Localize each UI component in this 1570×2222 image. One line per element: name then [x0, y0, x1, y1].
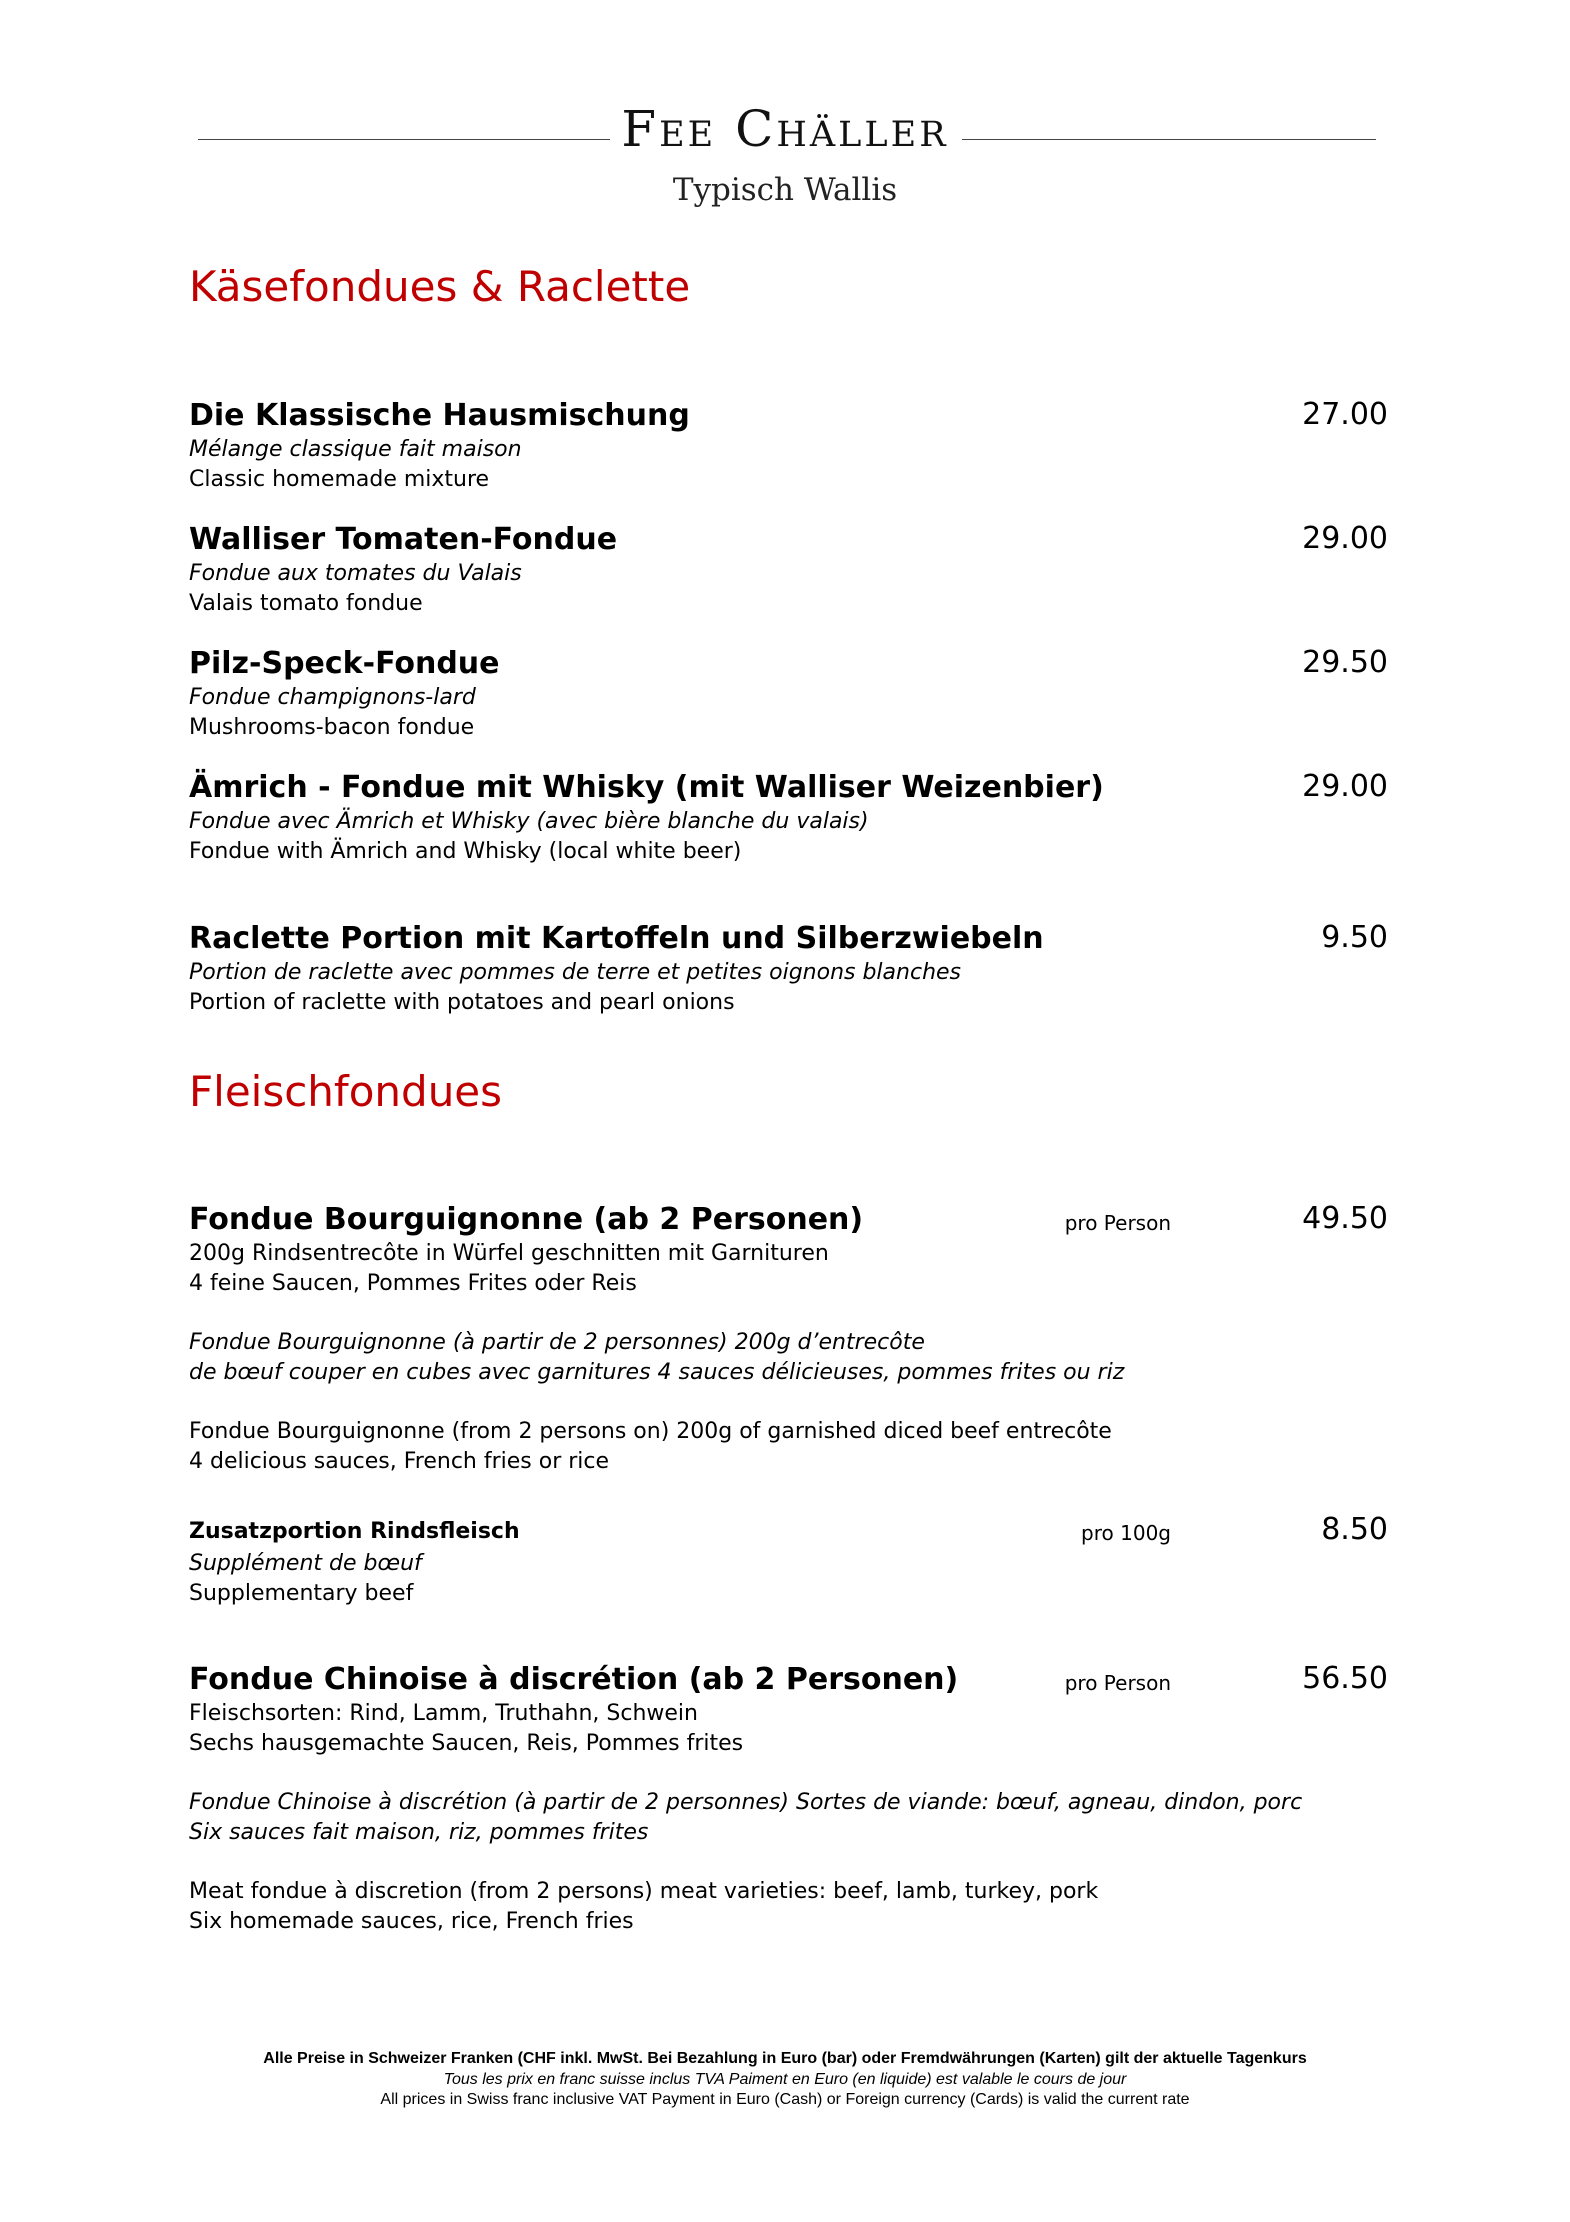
brand-tagline: Typisch Wallis — [672, 172, 898, 208]
menu-item — [189, 920, 1389, 1018]
menu-item — [189, 769, 1389, 867]
item-name: Walliser Tomaten-Fondue — [189, 522, 618, 557]
item-desc-en: Six homemade sauces, rice, French fries — [189, 1909, 634, 1934]
item-name: Pilz-Speck-Fondue — [189, 646, 500, 681]
section-title-cheese: Käsefondues & Raclette — [189, 262, 691, 311]
menu-item — [189, 645, 1389, 743]
footer-note-en: All prices in Swiss franc inclusive VAT Payment in Euro (Cash) or Foreign currency (Cards) is valid the current rate — [380, 2091, 1190, 2108]
item-desc-en: Meat fondue à discretion (from 2 persons) meat varieties: beef, lamb, turkey, pork — [189, 1879, 1099, 1904]
item-price: 29.00 — [1302, 521, 1388, 556]
item-price: 49.50 — [1302, 1201, 1388, 1236]
footer-note-de: Alle Preise in Schweizer Franken (CHF inkl. MwSt. Bei Bezahlung in Euro (bar) oder Fremdwährungen (Karten) gilt der aktuelle Tagenkurs — [263, 2050, 1307, 2067]
item-unit: pro Person — [1064, 1671, 1171, 1695]
item-name-en: Portion of raclette with potatoes and pearl onions — [189, 990, 735, 1015]
item-price: 8.50 — [1321, 1512, 1388, 1547]
item-name: Ämrich - Fondue mit Whisky (mit Walliser Weizenbier) — [189, 770, 1104, 805]
item-name: Fondue Bourguignonne (ab 2 Personen) — [189, 1202, 864, 1237]
item-name: Fondue Chinoise à discrétion (ab 2 Personen) — [189, 1662, 959, 1697]
item-desc-de: 200g Rindsentrecôte in Würfel geschnitten mit Garnituren — [189, 1241, 829, 1266]
item-desc-de: Fleischsorten: Rind, Lamm, Truthahn, Schwein — [189, 1701, 698, 1726]
item-name: Raclette Portion mit Kartoffeln und Silberzwiebeln — [189, 921, 1044, 956]
item-name: Zusatzportion Rindsfleisch — [189, 1519, 520, 1544]
item-name-fr: Fondue champignons-lard — [189, 685, 476, 710]
item-unit: pro Person — [1064, 1211, 1171, 1235]
item-name-en: Supplementary beef — [189, 1581, 414, 1606]
item-name-fr: Fondue aux tomates du Valais — [189, 561, 522, 586]
item-name-en: Mushrooms-bacon fondue — [189, 715, 475, 740]
menu-item-bourguignonne — [189, 1201, 1389, 1477]
section-title-meat: Fleischfondues — [189, 1067, 503, 1116]
menu-item-chinoise — [189, 1661, 1389, 1937]
item-desc-fr: Six sauces fait maison, riz, pommes frites — [189, 1820, 649, 1845]
menu-item-extra-beef — [189, 1515, 1389, 1609]
item-price: 56.50 — [1302, 1661, 1388, 1696]
item-desc-de: Sechs hausgemachte Saucen, Reis, Pommes frites — [189, 1731, 744, 1756]
brand-name: Fee Chäller — [621, 100, 949, 158]
item-unit: pro 100g — [1081, 1521, 1171, 1545]
item-desc-de: 4 feine Saucen, Pommes Frites oder Reis — [189, 1271, 637, 1296]
item-price: 27.00 — [1302, 397, 1388, 432]
item-name-fr: Fondue avec Ämrich et Whisky (avec bière blanche du valais) — [189, 809, 869, 834]
item-name-en: Valais tomato fondue — [189, 591, 423, 616]
item-price: 29.00 — [1302, 769, 1388, 804]
menu-item — [189, 521, 1389, 619]
item-name-en: Classic homemade mixture — [189, 467, 490, 492]
item-name-fr: Supplément de bœuf — [189, 1551, 422, 1576]
item-desc-en: 4 delicious sauces, French fries or rice — [189, 1449, 610, 1474]
item-name-fr: Mélange classique fait maison — [189, 437, 522, 462]
item-name-fr: Portion de raclette avec pommes de terre et petites oignons blanches — [189, 960, 962, 985]
item-desc-en: Fondue Bourguignonne (from 2 persons on) 200g of garnished diced beef entrecôte — [189, 1419, 1112, 1444]
item-desc-fr: Fondue Bourguignonne (à partir de 2 personnes) 200g d’entrecôte — [189, 1330, 925, 1355]
item-desc-fr: de bœuf couper en cubes avec garnitures 4 sauces délicieuses, pommes frites ou riz — [189, 1360, 1125, 1385]
footer-note-fr: Tous les prix en franc suisse inclus TVA Paiment en Euro (en liquide) est valable le cours de jour — [443, 2071, 1127, 2088]
item-price: 29.50 — [1302, 645, 1388, 680]
item-price: 9.50 — [1321, 920, 1388, 955]
menu-item — [189, 397, 1389, 495]
item-name: Die Klassische Hausmischung — [189, 398, 690, 433]
item-desc-fr: Fondue Chinoise à discrétion (à partir de 2 personnes) Sortes de viande: bœuf, agneau, dindon, porc — [189, 1790, 1303, 1815]
item-name-en: Fondue with Ämrich and Whisky (local white beer) — [189, 839, 742, 864]
